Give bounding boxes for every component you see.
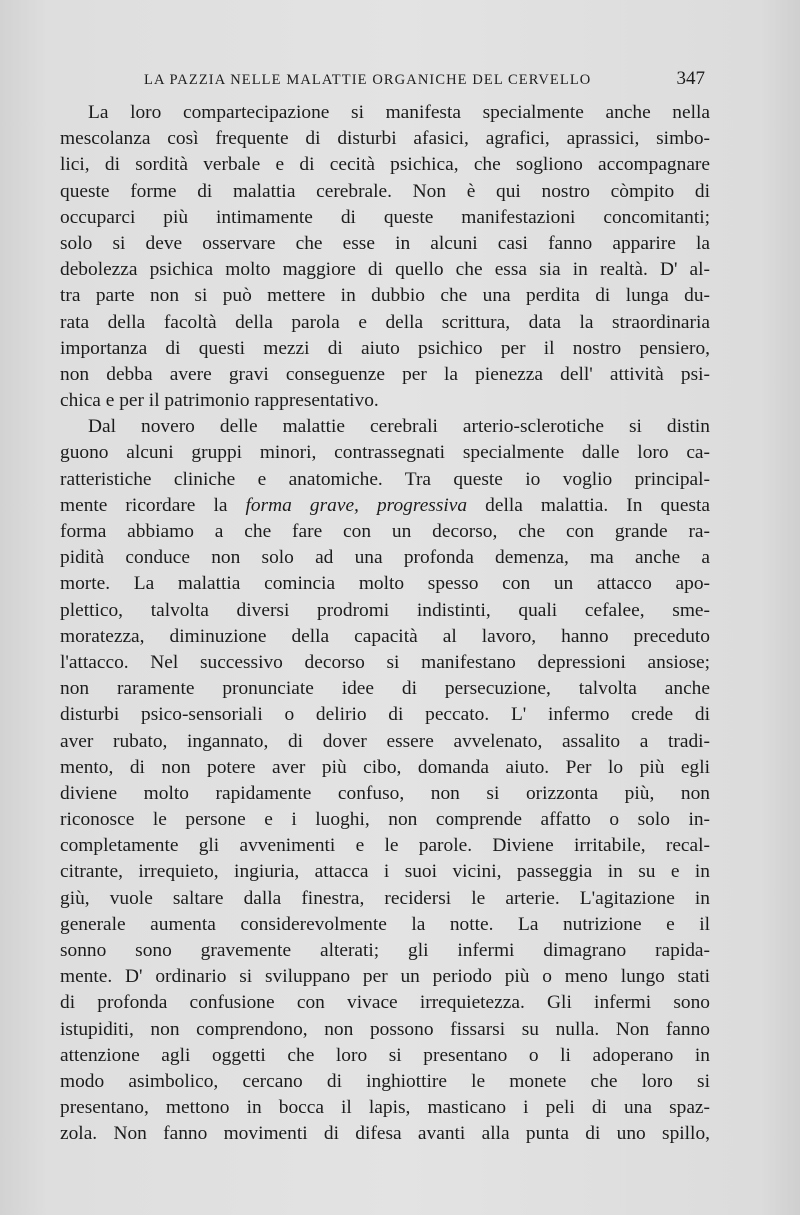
text-line: mescolanza così frequente di disturbi afasici, agrafici, aprassici, simbo- <box>60 128 710 150</box>
text-line: morte. La malattia comincia molto spesso con un attacco apo- <box>60 573 710 595</box>
text-line: modo asimbolico, cercano di inghiottire le monete che loro si <box>60 1070 710 1092</box>
italic-emphasis: forma grave, progressiva <box>245 494 468 516</box>
text-line: rata della facoltà della parola e della scrittura, data la straordinaria <box>60 311 710 333</box>
text-line-with-emphasis <box>60 493 710 519</box>
text-line: aver rubato, ingannato, di dover essere avvelenato, assalito a tradi- <box>60 730 710 752</box>
text-line: mente. D' ordinario si sviluppano per un periodo più o meno lungo stati <box>60 966 710 988</box>
text-line: lici, di sordità verbale e di cecità psichica, che sogliono accompagnare <box>60 154 710 176</box>
text-line: moratezza, diminuzione della capacità al lavoro, hanno preceduto <box>60 625 710 647</box>
text-line: ratteristiche cliniche e anatomiche. Tra queste io voglio principal- <box>60 468 710 490</box>
text-line: non raramente pronunciate idee di persecuzione, talvolta anche <box>60 678 710 700</box>
text-line: giù, vuole saltare dalla finestra, recidersi le arterie. L'agitazione in <box>60 887 710 909</box>
text-line: citrante, irrequieto, ingiuria, attacca i suoi vicini, passeggia in su e in <box>60 861 710 883</box>
text-line: disturbi psico-sensoriali o delirio di peccato. L' infermo crede di <box>60 704 710 726</box>
text-line: queste forme di malattia cerebrale. Non è qui nostro còmpito di <box>60 180 710 202</box>
text-line: forma abbiamo a che fare con un decorso, che con grande ra- <box>60 521 710 542</box>
text-line: plettico, talvolta diversi prodromi indistinti, quali cefalee, sme- <box>60 599 710 621</box>
text-line: istupiditi, non comprendono, non possono fissarsi su nulla. Non fanno <box>60 1018 710 1040</box>
text-line: presentano, mettono in bocca il lapis, masticano i peli di una spaz- <box>60 1097 710 1119</box>
text-line: Dal novero delle malattie cerebrali arterio-sclerotiche si distin <box>88 416 710 438</box>
page-header <box>130 68 705 98</box>
text-line: tra parte non si può mettere in dubbio che una perdita di lunga du- <box>60 285 710 307</box>
text-line: pidità conduce non solo ad una profonda demenza, ma anche a <box>60 547 710 569</box>
text-segment: mente ricordare la <box>60 494 246 516</box>
text-line: occuparci più intimamente di queste manifestazioni concomitanti; <box>60 206 710 228</box>
text-line: La loro compartecipazione si manifesta specialmente anche nella <box>88 102 710 123</box>
text-line: l'attacco. Nel successivo decorso si manifestano depressioni ansiose; <box>60 651 710 673</box>
text-line: importanza di questi mezzi di aiuto psichico per il nostro pensiero, <box>60 337 710 359</box>
text-line: di profonda confusione con vivace irrequietezza. Gli infermi sono <box>60 992 710 1014</box>
text-line: mento, di non potere aver più cibo, domanda aiuto. Per lo più egli <box>60 756 710 778</box>
text-line: attenzione agli oggetti che loro si presentano o li adoperano in <box>60 1044 710 1066</box>
text-line: completamente gli avvenimenti e le parole. Diviene irritabile, recal- <box>60 835 710 857</box>
running-title: LA PAZZIA NELLE MALATTIE ORGANICHE DEL CERVELLO <box>144 72 592 88</box>
text-line: debolezza psichica molto maggiore di quello che essa sia in realtà. D' al- <box>60 259 710 281</box>
page-number: 347 <box>676 68 705 89</box>
body-text <box>60 100 710 1148</box>
text-line: non debba avere gravi conseguenze per la pienezza dell' attività psi- <box>60 363 710 385</box>
text-line: diviene molto rapidamente confuso, non si orizzonta più, non <box>60 782 710 804</box>
text-line: solo si deve osservare che esse in alcuni casi fanno apparire la <box>60 232 710 254</box>
text-line: zola. Non fanno movimenti di difesa avanti alla punta di uno spillo, <box>60 1123 710 1145</box>
text-segment: della malattia. In questa <box>467 494 710 516</box>
text-line: guono alcuni gruppi minori, contrassegnati specialmente dalle loro ca- <box>60 442 710 464</box>
text-line: riconosce le persone e i luoghi, non comprende affatto o solo in- <box>60 809 710 831</box>
text-line: sonno sono gravemente alterati; gli infermi dimagrano rapida- <box>60 940 710 961</box>
text-line: chica e per il patrimonio rappresentativo. <box>60 390 379 412</box>
text-line: generale aumenta considerevolmente la notte. La nutrizione e il <box>60 913 710 935</box>
